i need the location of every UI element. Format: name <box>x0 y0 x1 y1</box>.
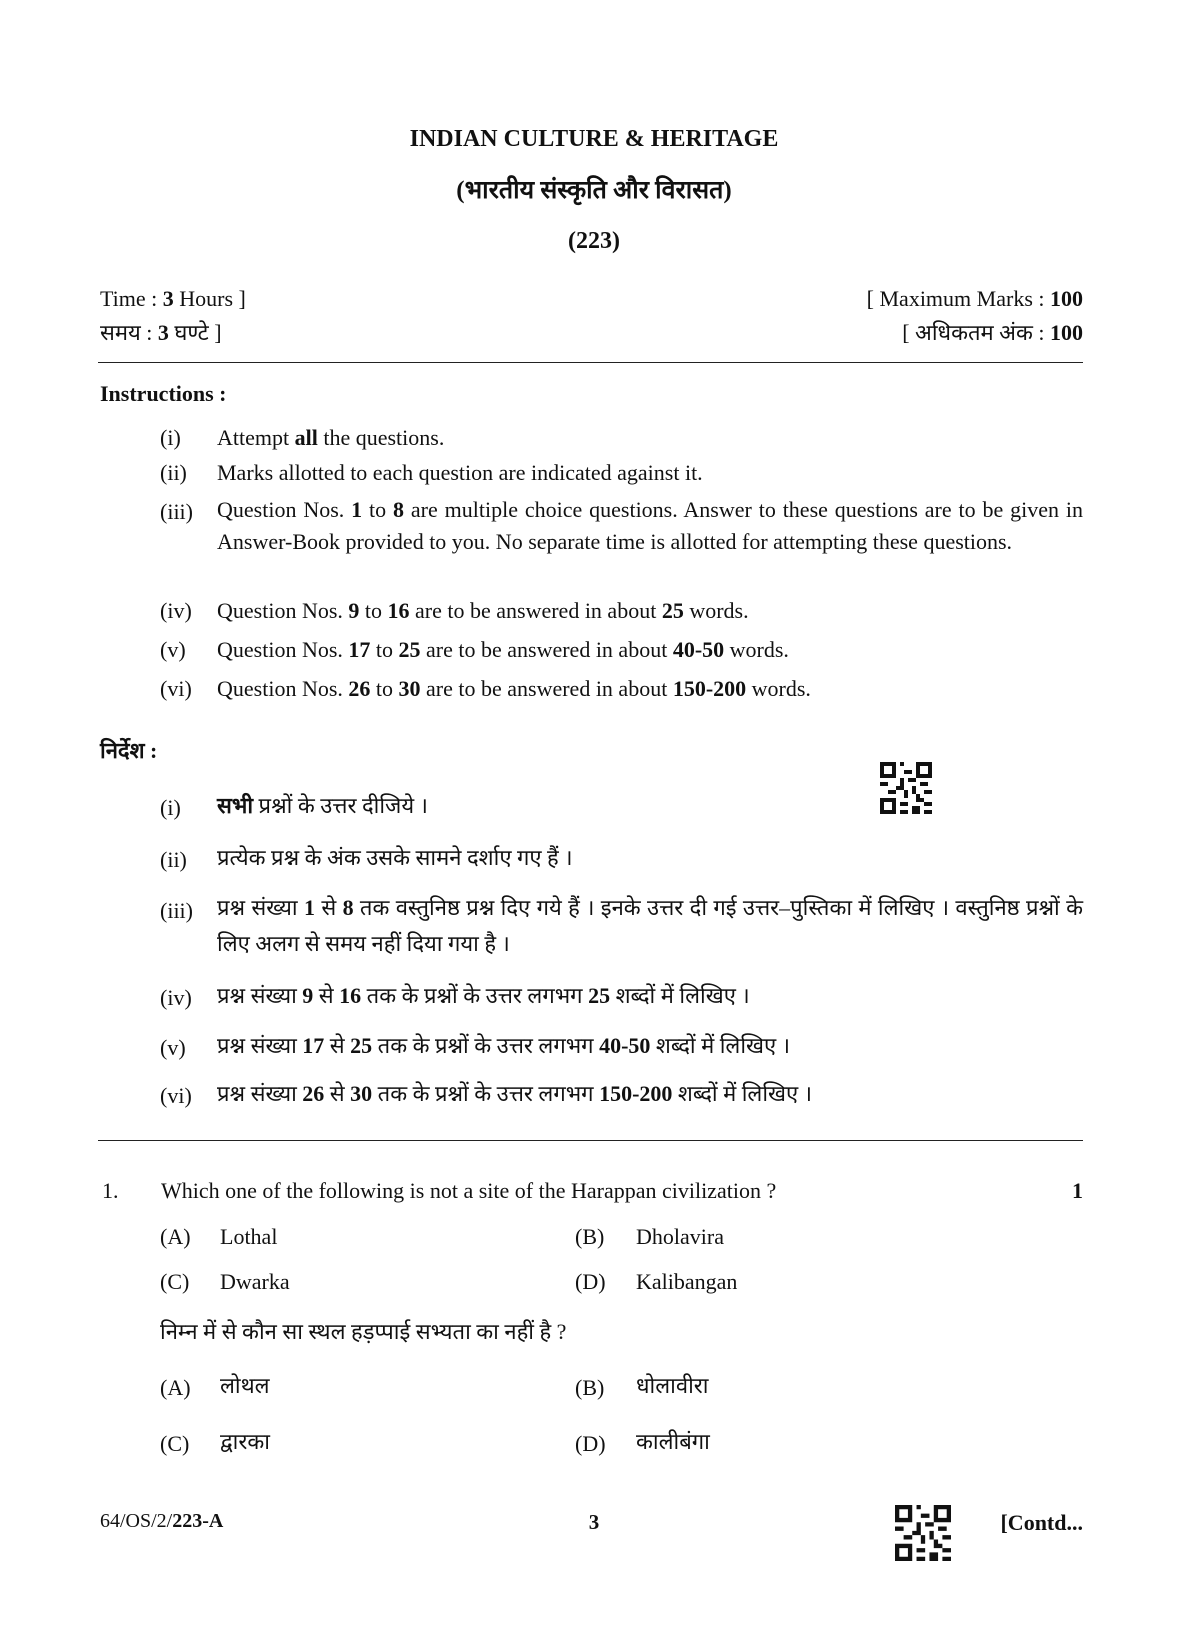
option-text: Dwarka <box>220 1269 290 1294</box>
page-number: 3 <box>588 1510 600 1534</box>
instruction-item-hindi: प्रत्येक प्रश्न के अंक उसके सामने दर्शाए गए हैं । <box>217 845 573 870</box>
option-label: (A) <box>160 1375 191 1400</box>
instruction-item: Question Nos. 26 to 30 are to be answered in about 150-200 words. <box>217 676 811 701</box>
option-label: (B) <box>575 1224 605 1249</box>
question-text-hindi: निम्न में से कौन सा स्थल हड़प्पाई सभ्यता का नहीं है ? <box>160 1319 567 1344</box>
instruction-item: Attempt all the questions. <box>217 425 445 450</box>
instruction-number: (iii) <box>160 499 193 524</box>
instruction-item-hindi: प्रश्न संख्या 1 से 8 तक वस्तुनिष्ठ प्रश्न दिए गये हैं । इनके उत्तर दी गई उत्तर–पुस्तिका में लिखिए । वस्तुनिष्ठ प्रश्नों के लिए अलग से समय नहीं दिया गया है । <box>217 895 1083 956</box>
instruction-number: (i) <box>160 425 181 450</box>
option-text: Dholavira <box>636 1224 724 1249</box>
option-label: (D) <box>575 1269 606 1294</box>
option-label: (A) <box>160 1224 191 1249</box>
option-text-hindi: धोलावीरा <box>636 1373 709 1398</box>
instruction-number: (iii) <box>160 898 193 923</box>
instruction-number: (iv) <box>160 985 192 1010</box>
option-label: (B) <box>575 1375 605 1400</box>
time-label-hindi: समय : 3 घण्टे ] <box>100 320 222 345</box>
instruction-number: (ii) <box>160 460 187 485</box>
instruction-item: Question Nos. 1 to 8 are multiple choice questions. Answer to these questions are to be given in Answer-Book provided to you. No separate time is allotted for attempting these questions. <box>217 497 1083 554</box>
max-marks: [ Maximum Marks : 100 <box>866 286 1083 311</box>
paper-subtitle-hindi: (भारतीय संस्कृति और विरासत) <box>456 177 732 204</box>
instruction-item: Question Nos. 9 to 16 are to be answered in about 25 words. <box>217 598 749 623</box>
instructions-heading-hindi: निर्देश : <box>100 738 158 763</box>
qr-code-icon <box>880 762 932 814</box>
instruction-number: (i) <box>160 795 181 820</box>
option-text: Kalibangan <box>636 1269 738 1294</box>
time-label: Time : 3 Hours ] <box>100 286 246 311</box>
divider <box>98 362 1083 363</box>
instructions-heading: Instructions : <box>100 381 227 406</box>
instruction-number: (v) <box>160 1035 186 1060</box>
instruction-item-hindi: सभी प्रश्नों के उत्तर दीजिये । <box>217 793 428 818</box>
instruction-number: (v) <box>160 637 186 662</box>
option-label: (C) <box>160 1269 190 1294</box>
instruction-item: Marks allotted to each question are indicated against it. <box>217 460 703 485</box>
instruction-number: (ii) <box>160 847 187 872</box>
question-marks: 1 <box>1072 1178 1083 1203</box>
instruction-item-hindi: प्रश्न संख्या 9 से 16 तक के प्रश्नों के उत्तर लगभग 25 शब्दों में लिखिए । <box>217 983 750 1008</box>
option-text-hindi: द्वारका <box>220 1429 270 1454</box>
continued-label: [Contd... <box>1000 1510 1083 1535</box>
qr-code-icon <box>895 1505 951 1561</box>
divider <box>98 1140 1083 1141</box>
option-text-hindi: लोथल <box>220 1373 270 1398</box>
question-number: 1. <box>102 1178 119 1203</box>
paper-title: INDIAN CULTURE & HERITAGE <box>409 126 779 152</box>
option-text-hindi: कालीबंगा <box>636 1429 710 1454</box>
max-marks-hindi: [ अधिकतम अंक : 100 <box>902 320 1083 345</box>
option-text: Lothal <box>220 1224 278 1249</box>
instruction-number: (iv) <box>160 598 192 623</box>
question-text: Which one of the following is not a site of the Harappan civilization ? <box>161 1178 777 1203</box>
instruction-item-hindi: प्रश्न संख्या 26 से 30 तक के प्रश्नों के उत्तर लगभग 150-200 शब्दों में लिखिए । <box>217 1081 813 1106</box>
option-label: (D) <box>575 1431 606 1456</box>
instruction-number: (vi) <box>160 676 192 701</box>
instruction-item-hindi: प्रश्न संख्या 17 से 25 तक के प्रश्नों के उत्तर लगभग 40-50 शब्दों में लिखिए । <box>217 1033 791 1058</box>
instruction-number: (vi) <box>160 1083 192 1108</box>
instruction-item: Question Nos. 17 to 25 are to be answered in about 40-50 words. <box>217 637 789 662</box>
option-label: (C) <box>160 1431 190 1456</box>
subject-code: (223) <box>568 228 620 254</box>
paper-code: 64/OS/2/223-A <box>100 1510 224 1532</box>
